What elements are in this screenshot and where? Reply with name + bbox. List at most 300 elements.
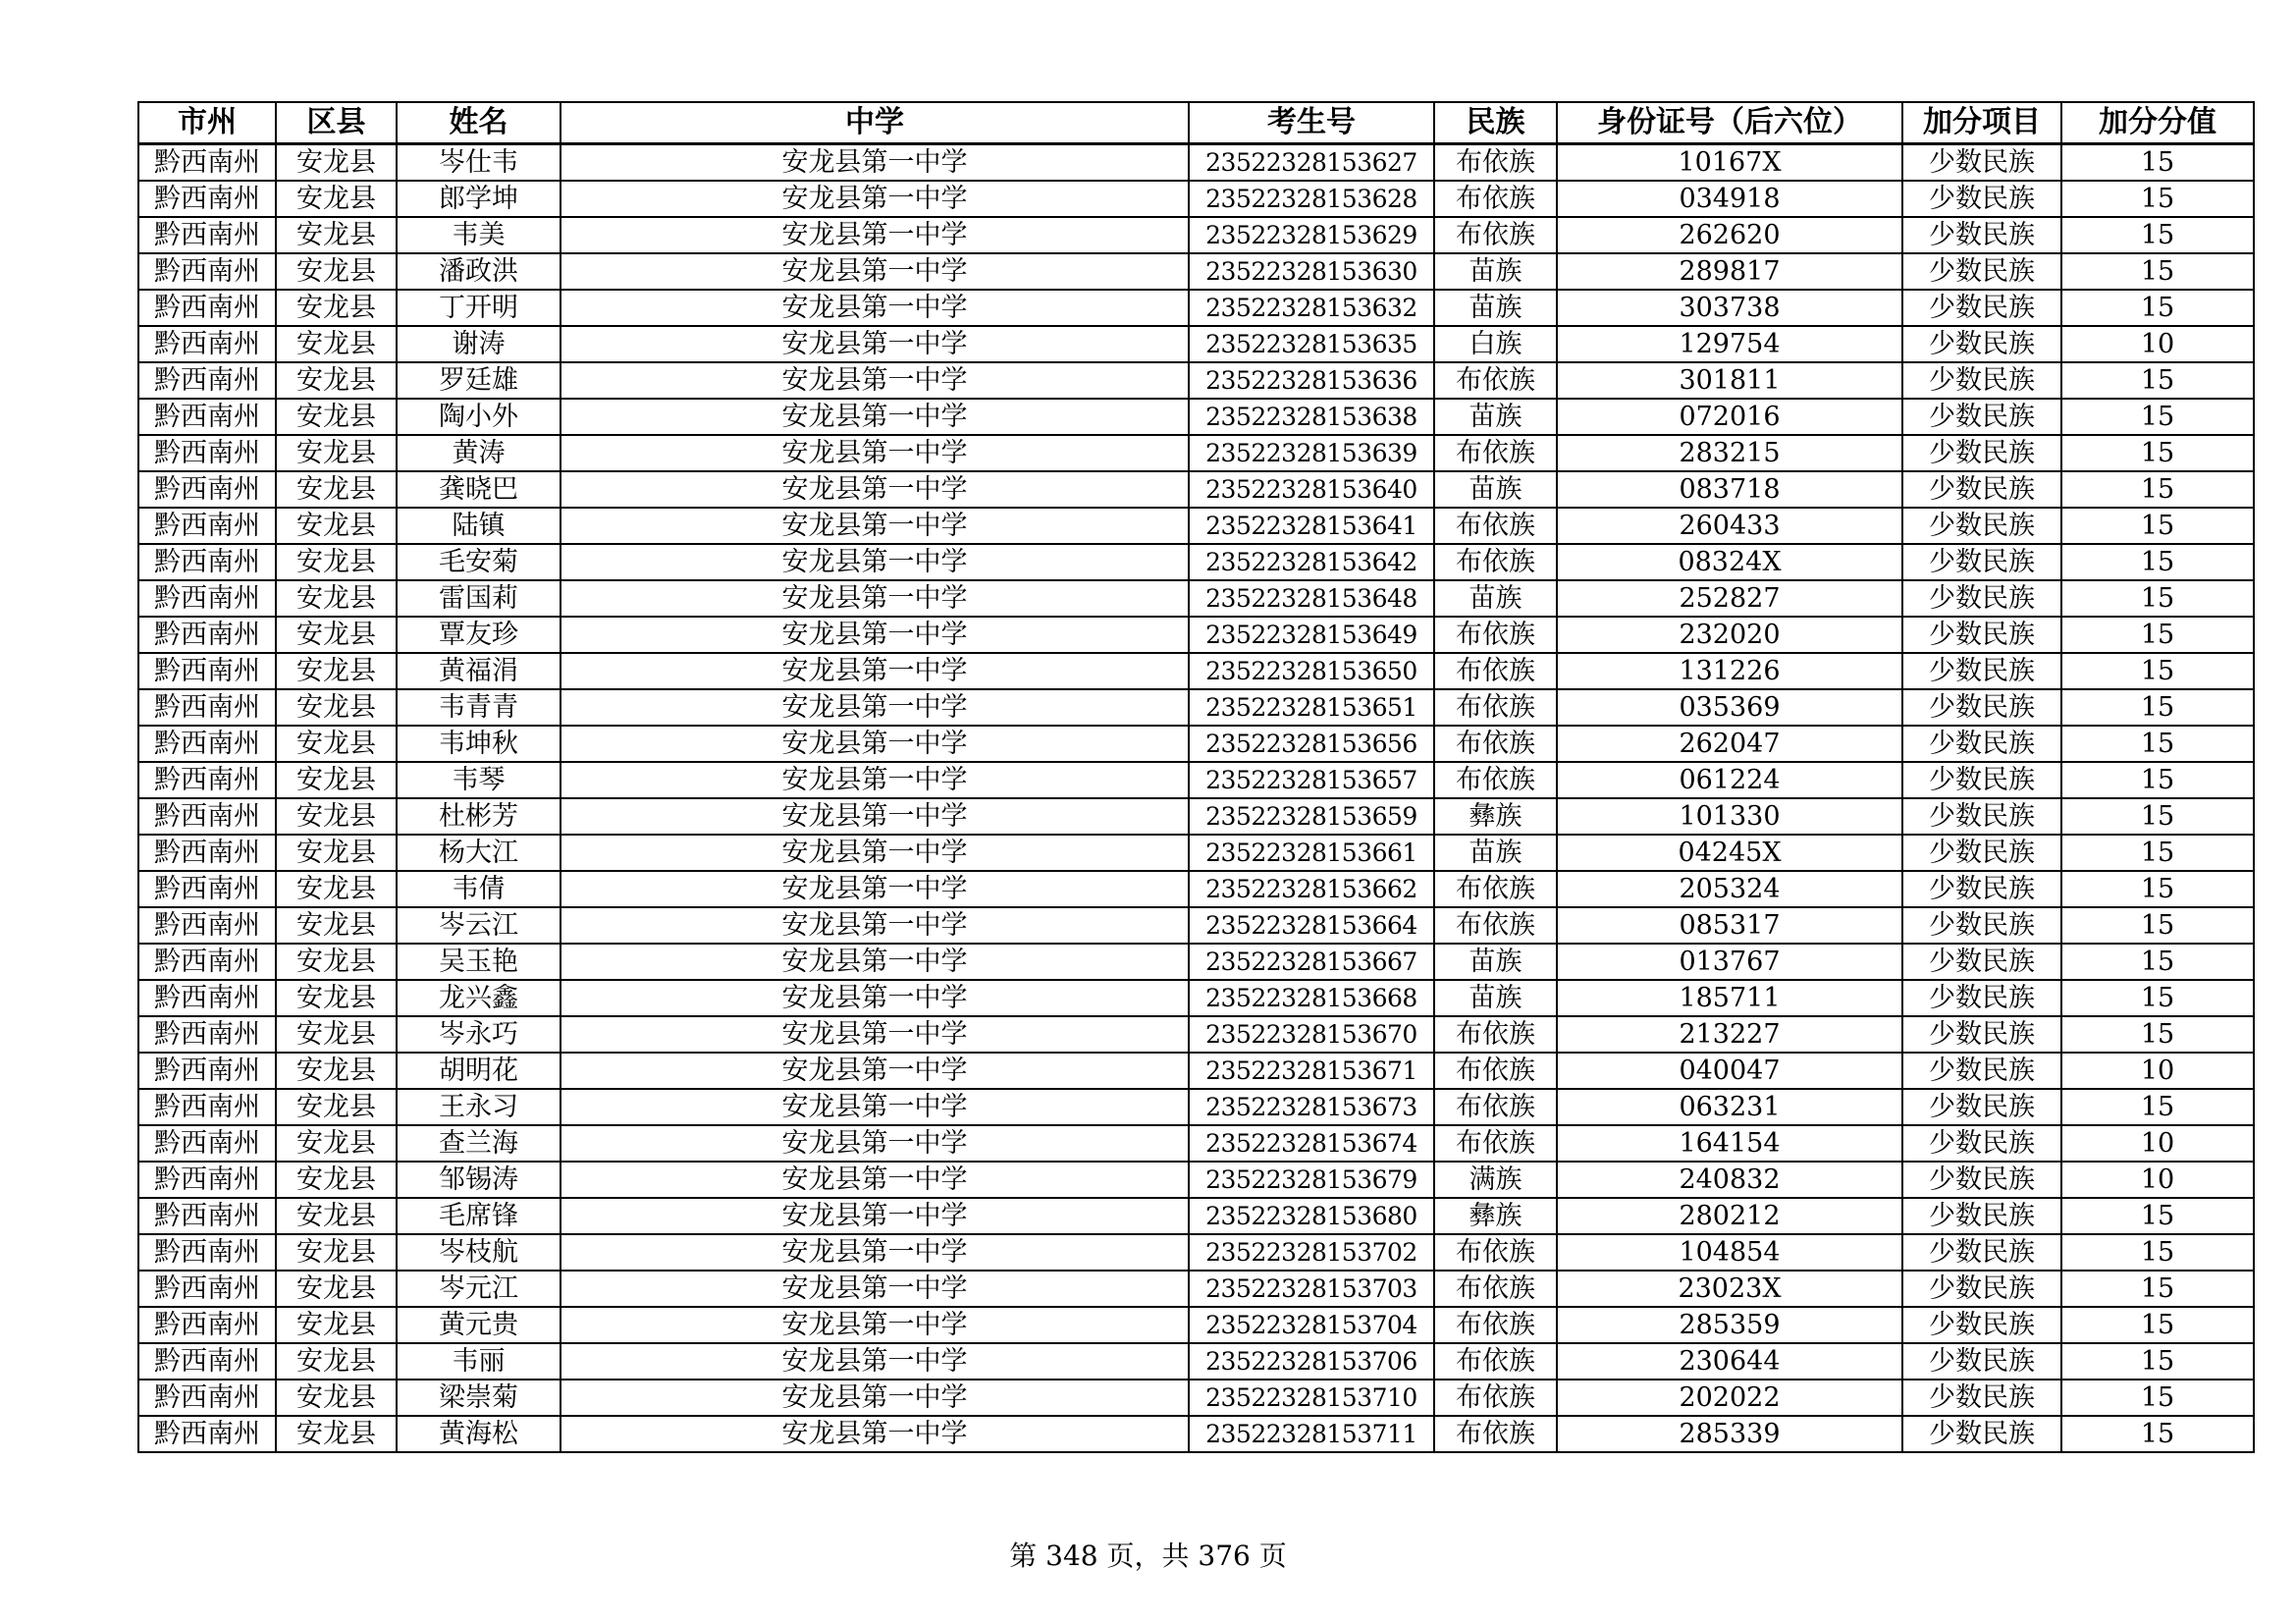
cell-city: 黔西南州 [138,798,276,835]
table-row [138,399,2254,435]
cell-school: 安龙县第一中学 [561,1343,1189,1380]
cell-school: 安龙县第一中学 [561,1053,1189,1089]
cell-county: 安龙县 [276,1307,397,1343]
cell-bonus-points: 15 [2061,1380,2254,1416]
cell-ethnicity: 布依族 [1434,508,1557,544]
cell-ethnicity: 布依族 [1434,1307,1557,1343]
cell-id-last-six: 083718 [1557,471,1902,508]
cell-bonus-item: 少数民族 [1902,508,2061,544]
cell-city: 黔西南州 [138,435,276,471]
cell-bonus-item: 少数民族 [1902,580,2061,617]
cell-id-last-six: 262047 [1557,726,1902,762]
cell-bonus-item: 少数民族 [1902,798,2061,835]
cell-county: 安龙县 [276,907,397,944]
cell-city: 黔西南州 [138,253,276,290]
cell-bonus-item: 少数民族 [1902,1307,2061,1343]
cell-ethnicity: 布依族 [1434,435,1557,471]
table-row [138,1162,2254,1198]
cell-id-last-six: 04245X [1557,835,1902,871]
cell-city: 黔西南州 [138,1016,276,1053]
cell-bonus-item: 少数民族 [1902,217,2061,253]
cell-id-last-six: 289817 [1557,253,1902,290]
cell-city: 黔西南州 [138,653,276,689]
cell-name: 陆镇 [397,508,561,544]
cell-name: 王永习 [397,1089,561,1125]
table-row [138,1416,2254,1452]
cell-name: 韦倩 [397,871,561,907]
cell-exam-number: 23522328153673 [1189,1089,1434,1125]
cell-bonus-item: 少数民族 [1902,544,2061,580]
table-row [138,871,2254,907]
cell-school: 安龙县第一中学 [561,1125,1189,1162]
cell-id-last-six: 185711 [1557,980,1902,1016]
cell-county: 安龙县 [276,871,397,907]
cell-ethnicity: 苗族 [1434,580,1557,617]
cell-city: 黔西南州 [138,326,276,362]
cell-bonus-points: 15 [2061,653,2254,689]
cell-name: 岑仕韦 [397,144,561,182]
cell-school: 安龙县第一中学 [561,580,1189,617]
header-bonus-item: 加分项目 [1902,102,2061,144]
cell-exam-number: 23522328153642 [1189,544,1434,580]
cell-name: 覃友珍 [397,617,561,653]
cell-exam-number: 23522328153664 [1189,907,1434,944]
table-row [138,1343,2254,1380]
cell-exam-number: 23522328153710 [1189,1380,1434,1416]
cell-exam-number: 23522328153650 [1189,653,1434,689]
table-row [138,980,2254,1016]
cell-exam-number: 23522328153667 [1189,944,1434,980]
cell-county: 安龙县 [276,508,397,544]
cell-bonus-item: 少数民族 [1902,1053,2061,1089]
cell-county: 安龙县 [276,980,397,1016]
cell-county: 安龙县 [276,798,397,835]
cell-bonus-item: 少数民族 [1902,1089,2061,1125]
table-row [138,544,2254,580]
cell-name: 陶小外 [397,399,561,435]
cell-exam-number: 23522328153639 [1189,435,1434,471]
cell-county: 安龙县 [276,944,397,980]
cell-county: 安龙县 [276,253,397,290]
cell-ethnicity: 布依族 [1434,1053,1557,1089]
cell-ethnicity: 苗族 [1434,944,1557,980]
cell-id-last-six: 285339 [1557,1416,1902,1452]
cell-id-last-six: 230644 [1557,1343,1902,1380]
cell-city: 黔西南州 [138,1416,276,1452]
cell-bonus-item: 少数民族 [1902,1016,2061,1053]
cell-name: 罗廷雄 [397,362,561,399]
cell-bonus-item: 少数民族 [1902,1271,2061,1307]
cell-bonus-item: 少数民族 [1902,617,2061,653]
cell-bonus-points: 15 [2061,1234,2254,1271]
table-row [138,944,2254,980]
table-row [138,362,2254,399]
cell-school: 安龙县第一中学 [561,1016,1189,1053]
table-row [138,181,2254,217]
table-row [138,617,2254,653]
header-name: 姓名 [397,102,561,144]
cell-county: 安龙县 [276,1053,397,1089]
cell-name: 岑元江 [397,1271,561,1307]
table-row [138,1380,2254,1416]
cell-school: 安龙县第一中学 [561,1307,1189,1343]
cell-bonus-points: 15 [2061,726,2254,762]
cell-ethnicity: 苗族 [1434,835,1557,871]
cell-bonus-points: 10 [2061,326,2254,362]
cell-exam-number: 23522328153627 [1189,144,1434,182]
cell-city: 黔西南州 [138,1343,276,1380]
table-row [138,508,2254,544]
cell-id-last-six: 072016 [1557,399,1902,435]
cell-exam-number: 23522328153641 [1189,508,1434,544]
table-row [138,1089,2254,1125]
cell-bonus-item: 少数民族 [1902,362,2061,399]
cell-name: 岑云江 [397,907,561,944]
table-row [138,1234,2254,1271]
cell-bonus-item: 少数民族 [1902,435,2061,471]
cell-id-last-six: 129754 [1557,326,1902,362]
cell-id-last-six: 131226 [1557,653,1902,689]
cell-bonus-points: 10 [2061,1162,2254,1198]
cell-bonus-item: 少数民族 [1902,399,2061,435]
cell-ethnicity: 布依族 [1434,181,1557,217]
table-row [138,726,2254,762]
cell-bonus-item: 少数民族 [1902,253,2061,290]
cell-name: 黄涛 [397,435,561,471]
cell-name: 雷国莉 [397,580,561,617]
cell-bonus-points: 15 [2061,1343,2254,1380]
cell-ethnicity: 布依族 [1434,871,1557,907]
cell-bonus-item: 少数民族 [1902,290,2061,326]
cell-school: 安龙县第一中学 [561,1234,1189,1271]
cell-bonus-points: 15 [2061,399,2254,435]
cell-county: 安龙县 [276,1416,397,1452]
cell-ethnicity: 白族 [1434,326,1557,362]
table-row [138,253,2254,290]
cell-county: 安龙县 [276,290,397,326]
cell-exam-number: 23522328153628 [1189,181,1434,217]
cell-bonus-points: 15 [2061,580,2254,617]
table-row [138,1125,2254,1162]
table-body [138,144,2254,1453]
cell-school: 安龙县第一中学 [561,653,1189,689]
cell-bonus-item: 少数民族 [1902,1125,2061,1162]
cell-city: 黔西南州 [138,1089,276,1125]
cell-exam-number: 23522328153670 [1189,1016,1434,1053]
cell-city: 黔西南州 [138,1162,276,1198]
cell-id-last-six: 280212 [1557,1198,1902,1234]
cell-bonus-item: 少数民族 [1902,726,2061,762]
cell-name: 黄福涓 [397,653,561,689]
cell-county: 安龙县 [276,399,397,435]
cell-ethnicity: 布依族 [1434,617,1557,653]
cell-bonus-points: 15 [2061,689,2254,726]
cell-bonus-points: 15 [2061,1016,2254,1053]
cell-bonus-item: 少数民族 [1902,1198,2061,1234]
cell-school: 安龙县第一中学 [561,617,1189,653]
cell-id-last-six: 085317 [1557,907,1902,944]
cell-bonus-points: 15 [2061,617,2254,653]
cell-county: 安龙县 [276,1343,397,1380]
cell-name: 查兰海 [397,1125,561,1162]
cell-name: 韦琴 [397,762,561,798]
table-row [138,1271,2254,1307]
cell-city: 黔西南州 [138,689,276,726]
cell-ethnicity: 布依族 [1434,653,1557,689]
cell-name: 韦美 [397,217,561,253]
cell-ethnicity: 苗族 [1434,980,1557,1016]
cell-exam-number: 23522328153661 [1189,835,1434,871]
table-row [138,762,2254,798]
cell-name: 吴玉艳 [397,944,561,980]
table-row [138,1053,2254,1089]
cell-city: 黔西南州 [138,907,276,944]
cell-exam-number: 23522328153648 [1189,580,1434,617]
cell-school: 安龙县第一中学 [561,1416,1189,1452]
table-row [138,580,2254,617]
cell-school: 安龙县第一中学 [561,1271,1189,1307]
cell-id-last-six: 10167X [1557,144,1902,182]
cell-bonus-points: 10 [2061,1053,2254,1089]
cell-ethnicity: 彝族 [1434,798,1557,835]
cell-school: 安龙县第一中学 [561,762,1189,798]
cell-name: 韦青青 [397,689,561,726]
cell-exam-number: 23522328153674 [1189,1125,1434,1162]
cell-county: 安龙县 [276,835,397,871]
cell-city: 黔西南州 [138,762,276,798]
cell-name: 潘政洪 [397,253,561,290]
cell-bonus-item: 少数民族 [1902,144,2061,182]
cell-name: 岑永巧 [397,1016,561,1053]
cell-bonus-points: 15 [2061,290,2254,326]
cell-exam-number: 23522328153638 [1189,399,1434,435]
cell-bonus-points: 15 [2061,871,2254,907]
cell-ethnicity: 布依族 [1434,1234,1557,1271]
cell-bonus-points: 15 [2061,362,2254,399]
cell-bonus-points: 15 [2061,1089,2254,1125]
cell-exam-number: 23522328153656 [1189,726,1434,762]
cell-county: 安龙县 [276,580,397,617]
cell-name: 黄元贵 [397,1307,561,1343]
cell-city: 黔西南州 [138,1053,276,1089]
cell-exam-number: 23522328153651 [1189,689,1434,726]
cell-exam-number: 23522328153640 [1189,471,1434,508]
cell-exam-number: 23522328153657 [1189,762,1434,798]
cell-bonus-item: 少数民族 [1902,689,2061,726]
cell-ethnicity: 布依族 [1434,1016,1557,1053]
cell-school: 安龙县第一中学 [561,253,1189,290]
cell-name: 杨大江 [397,835,561,871]
cell-id-last-six: 260433 [1557,508,1902,544]
cell-id-last-six: 061224 [1557,762,1902,798]
cell-ethnicity: 布依族 [1434,762,1557,798]
cell-name: 龙兴鑫 [397,980,561,1016]
cell-school: 安龙县第一中学 [561,144,1189,182]
cell-city: 黔西南州 [138,1380,276,1416]
cell-bonus-points: 15 [2061,508,2254,544]
cell-ethnicity: 布依族 [1434,1380,1557,1416]
table-row [138,290,2254,326]
cell-city: 黔西南州 [138,835,276,871]
table-row [138,1016,2254,1053]
cell-bonus-points: 15 [2061,1271,2254,1307]
cell-city: 黔西南州 [138,1198,276,1234]
cell-ethnicity: 布依族 [1434,1125,1557,1162]
cell-school: 安龙县第一中学 [561,1380,1189,1416]
header-bonus-points: 加分分值 [2061,102,2254,144]
cell-ethnicity: 布依族 [1434,144,1557,182]
cell-id-last-six: 035369 [1557,689,1902,726]
cell-exam-number: 23522328153702 [1189,1234,1434,1271]
cell-bonus-item: 少数民族 [1902,653,2061,689]
cell-county: 安龙县 [276,362,397,399]
cell-name: 毛安菊 [397,544,561,580]
header-county: 区县 [276,102,397,144]
cell-name: 毛席锋 [397,1198,561,1234]
cell-ethnicity: 苗族 [1434,399,1557,435]
cell-id-last-six: 232020 [1557,617,1902,653]
cell-bonus-points: 15 [2061,1198,2254,1234]
cell-id-last-six: 08324X [1557,544,1902,580]
cell-city: 黔西南州 [138,580,276,617]
cell-bonus-item: 少数民族 [1902,181,2061,217]
cell-ethnicity: 布依族 [1434,726,1557,762]
cell-ethnicity: 苗族 [1434,290,1557,326]
cell-ethnicity: 布依族 [1434,907,1557,944]
cell-name: 杜彬芳 [397,798,561,835]
table-row [138,1307,2254,1343]
cell-id-last-six: 240832 [1557,1162,1902,1198]
cell-county: 安龙县 [276,1125,397,1162]
cell-county: 安龙县 [276,217,397,253]
cell-county: 安龙县 [276,653,397,689]
cell-county: 安龙县 [276,471,397,508]
cell-bonus-points: 15 [2061,217,2254,253]
cell-exam-number: 23522328153703 [1189,1271,1434,1307]
cell-name: 岑枝航 [397,1234,561,1271]
cell-name: 龚晓巴 [397,471,561,508]
cell-name: 邹锡涛 [397,1162,561,1198]
cell-id-last-six: 303738 [1557,290,1902,326]
cell-bonus-points: 15 [2061,253,2254,290]
cell-school: 安龙县第一中学 [561,326,1189,362]
cell-city: 黔西南州 [138,1271,276,1307]
cell-school: 安龙县第一中学 [561,471,1189,508]
cell-id-last-six: 164154 [1557,1125,1902,1162]
cell-city: 黔西南州 [138,1307,276,1343]
cell-city: 黔西南州 [138,980,276,1016]
cell-bonus-points: 15 [2061,835,2254,871]
cell-city: 黔西南州 [138,1125,276,1162]
cell-county: 安龙县 [276,181,397,217]
cell-school: 安龙县第一中学 [561,798,1189,835]
cell-city: 黔西南州 [138,362,276,399]
cell-ethnicity: 苗族 [1434,471,1557,508]
cell-county: 安龙县 [276,1016,397,1053]
cell-ethnicity: 布依族 [1434,1089,1557,1125]
cell-exam-number: 23522328153636 [1189,362,1434,399]
cell-city: 黔西南州 [138,726,276,762]
cell-school: 安龙县第一中学 [561,871,1189,907]
cell-county: 安龙县 [276,1198,397,1234]
cell-exam-number: 23522328153649 [1189,617,1434,653]
cell-city: 黔西南州 [138,181,276,217]
table-row [138,907,2254,944]
cell-bonus-points: 15 [2061,944,2254,980]
cell-ethnicity: 苗族 [1434,253,1557,290]
cell-city: 黔西南州 [138,508,276,544]
cell-county: 安龙县 [276,1380,397,1416]
cell-id-last-six: 285359 [1557,1307,1902,1343]
cell-name: 郎学坤 [397,181,561,217]
cell-id-last-six: 063231 [1557,1089,1902,1125]
cell-exam-number: 23522328153680 [1189,1198,1434,1234]
cell-city: 黔西南州 [138,944,276,980]
cell-school: 安龙县第一中学 [561,181,1189,217]
table-row [138,144,2254,182]
cell-school: 安龙县第一中学 [561,1162,1189,1198]
cell-name: 韦坤秋 [397,726,561,762]
cell-exam-number: 23522328153635 [1189,326,1434,362]
cell-city: 黔西南州 [138,1234,276,1271]
table-header-row [138,102,2254,144]
cell-exam-number: 23522328153632 [1189,290,1434,326]
cell-ethnicity: 布依族 [1434,1343,1557,1380]
cell-bonus-points: 15 [2061,798,2254,835]
cell-bonus-item: 少数民族 [1902,326,2061,362]
cell-ethnicity: 满族 [1434,1162,1557,1198]
cell-id-last-six: 283215 [1557,435,1902,471]
cell-id-last-six: 040047 [1557,1053,1902,1089]
cell-county: 安龙县 [276,1089,397,1125]
cell-county: 安龙县 [276,1271,397,1307]
cell-county: 安龙县 [276,726,397,762]
cell-county: 安龙县 [276,617,397,653]
cell-city: 黔西南州 [138,617,276,653]
cell-exam-number: 23522328153711 [1189,1416,1434,1452]
cell-bonus-item: 少数民族 [1902,471,2061,508]
cell-ethnicity: 布依族 [1434,689,1557,726]
cell-name: 梁崇菊 [397,1380,561,1416]
cell-school: 安龙县第一中学 [561,944,1189,980]
cell-id-last-six: 034918 [1557,181,1902,217]
table-row [138,835,2254,871]
header-exam-number: 考生号 [1189,102,1434,144]
page-number-footer: 第 348 页，共 376 页 [1009,1540,1287,1572]
cell-county: 安龙县 [276,1162,397,1198]
table-row [138,326,2254,362]
cell-county: 安龙县 [276,689,397,726]
cell-school: 安龙县第一中学 [561,1089,1189,1125]
cell-bonus-points: 15 [2061,144,2254,182]
cell-bonus-points: 15 [2061,544,2254,580]
cell-school: 安龙县第一中学 [561,726,1189,762]
cell-bonus-points: 15 [2061,907,2254,944]
table-row [138,217,2254,253]
cell-bonus-item: 少数民族 [1902,835,2061,871]
cell-city: 黔西南州 [138,290,276,326]
cell-ethnicity: 布依族 [1434,217,1557,253]
cell-bonus-points: 15 [2061,980,2254,1016]
cell-city: 黔西南州 [138,144,276,182]
cell-school: 安龙县第一中学 [561,290,1189,326]
header-ethnicity: 民族 [1434,102,1557,144]
cell-school: 安龙县第一中学 [561,399,1189,435]
cell-exam-number: 23522328153662 [1189,871,1434,907]
cell-ethnicity: 布依族 [1434,362,1557,399]
cell-bonus-points: 15 [2061,435,2254,471]
cell-city: 黔西南州 [138,871,276,907]
